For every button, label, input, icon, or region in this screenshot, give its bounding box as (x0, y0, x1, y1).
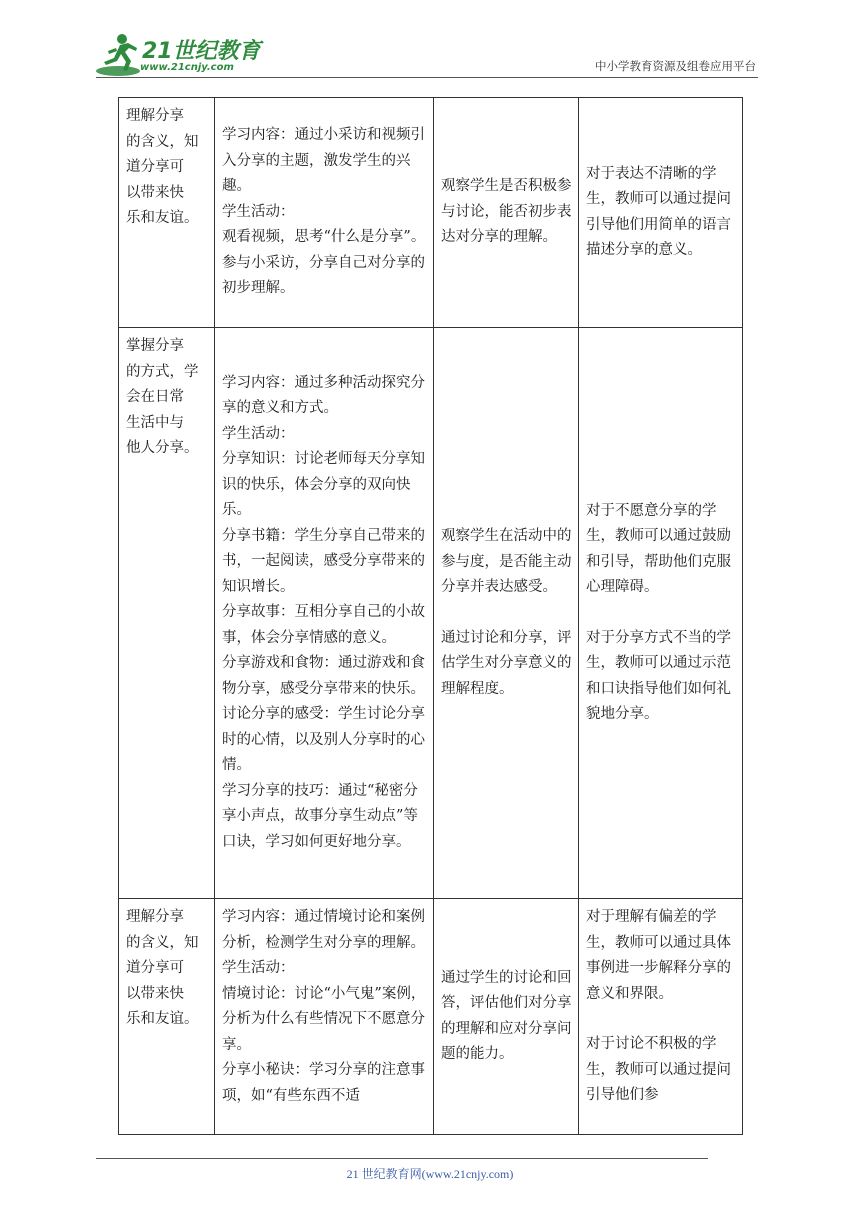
support-cell (579, 328, 743, 899)
support-text: 对于不愿意分享的学生，教师可以通过鼓励和引导，帮助他们克服心理障碍。 (586, 502, 731, 595)
header-divider (96, 77, 758, 78)
objective-line: 掌握分享 (126, 338, 184, 354)
objective-line: 的含义，知 (126, 133, 199, 150)
assessment-cell (434, 899, 579, 1135)
support-text: 对于表达不清晰的学生，教师可以通过提问引导他们用简单的语言描述分享的意义。 (586, 165, 731, 258)
activity-text: 学生活动： (222, 203, 295, 220)
support-text: 对于理解有偏差的学生，教师可以通过具体事例进一步解释分享的意义和界限。 (586, 909, 731, 1002)
activity-text: 分享小秘诀：学习分享的注意事项，如“有些东西不适 (222, 1062, 425, 1104)
objective-line: 会在日常 (126, 389, 184, 405)
footer-link[interactable]: 21 世纪教育网(www.21cnjy.com) (346, 1167, 514, 1181)
table-row (119, 899, 743, 1135)
support-cell (579, 98, 743, 328)
support-cell (579, 899, 743, 1135)
objective-cell (119, 899, 215, 1135)
activity-text: 分享故事：互相分享自己的小故事，体会分享情感的意义。 (222, 604, 425, 646)
activities-cell (215, 899, 434, 1135)
footer-divider (96, 1158, 708, 1159)
table-row (119, 328, 743, 899)
objective-line: 的方式，学 (126, 363, 199, 380)
table-row (119, 98, 743, 328)
objective-cell (119, 98, 215, 328)
objective-cell (119, 328, 215, 899)
assessment-text: 通过学生的讨论和回答，评估他们对分享的理解和应对分享问题的能力。 (441, 969, 572, 1062)
activity-text: 学习内容：通过多种活动探究分享的意义和方式。 (222, 374, 425, 417)
objective-line: 道分享可 (126, 960, 184, 976)
objective-line: 理解分享 (126, 108, 184, 124)
activity-text: 学习内容：通过情境讨论和案例分析，检测学生对分享的理解。 (222, 909, 425, 951)
activities-cell (215, 328, 434, 899)
logo-title: 21世纪教育 (142, 39, 261, 64)
activity-text: 分享游戏和食物：通过游戏和食物分享，感受分享带来的快乐。 (222, 655, 425, 697)
activity-text: 分享书籍：学生分享自己带来的书，一起阅读，感受分享带来的知识增长。 (222, 527, 425, 595)
objective-line: 以带来快 (126, 985, 184, 1002)
assessment-text: 观察学生是否积极参与讨论，能否初步表达对分享的理解。 (441, 178, 572, 246)
paragraph-gap (586, 601, 736, 626)
objective-line: 生活中与 (126, 414, 184, 431)
objective-line: 以带来快 (126, 184, 184, 201)
page-header (0, 0, 860, 90)
objective-line: 的含义，知 (126, 934, 199, 951)
activity-text: 分享知识：讨论老师每天分享知识的快乐，体会分享的双向快乐。 (222, 451, 425, 519)
activities-cell (215, 98, 434, 328)
activity-text: 学生活动： (222, 425, 295, 442)
platform-name: 中小学教育资源及组卷应用平台 (595, 59, 756, 73)
activity-text: 学习内容：通过小采访和视频引入分享的主题，激发学生的兴趣。 (222, 127, 425, 195)
objective-line: 道分享可 (126, 159, 184, 175)
assessment-text: 观察学生在活动中的参与度，是否能主动分享并表达感受。 (441, 528, 572, 595)
support-text: 对于讨论不积极的学生，教师可以通过提问引导他们参 (586, 1036, 731, 1103)
objective-line: 他人分享。 (126, 440, 199, 456)
objective-line: 乐和友谊。 (126, 1011, 199, 1027)
activity-text: 情境讨论：讨论“小气鬼”案例，分析为什么有些情况下不愿意分享。 (222, 985, 426, 1053)
assessment-cell (434, 98, 579, 328)
support-text: 对于分享方式不当的学生，教师可以通过示范和口诀指导他们如何礼貌地分享。 (586, 629, 731, 722)
objective-line: 理解分享 (126, 909, 184, 925)
objective-line: 乐和友谊。 (126, 210, 199, 226)
site-logo[interactable] (96, 30, 266, 80)
assessment-text: 通过讨论和分享，评估学生对分享意义的理解程度。 (441, 629, 572, 697)
lesson-table (118, 97, 743, 1135)
assessment-cell (434, 328, 579, 899)
paragraph-gap (441, 601, 572, 626)
running-figure-icon (96, 32, 144, 78)
paragraph-gap (586, 1007, 736, 1032)
activity-text: 学习分享的技巧：通过“秘密分享小声点，故事分享生动点”等口诀，学习如何更好地分享。 (222, 782, 418, 850)
activity-text: 讨论分享的感受：学生讨论分享时的心情，以及别人分享时的心情。 (222, 706, 425, 774)
activity-text: 参与小采访，分享自己对分享的初步理解。 (222, 254, 425, 297)
logo-url: www.21cnjy.com (140, 62, 234, 73)
activity-text: 观看视频，思考“什么是分享”。 (222, 229, 426, 246)
activity-text: 学生活动： (222, 960, 295, 976)
